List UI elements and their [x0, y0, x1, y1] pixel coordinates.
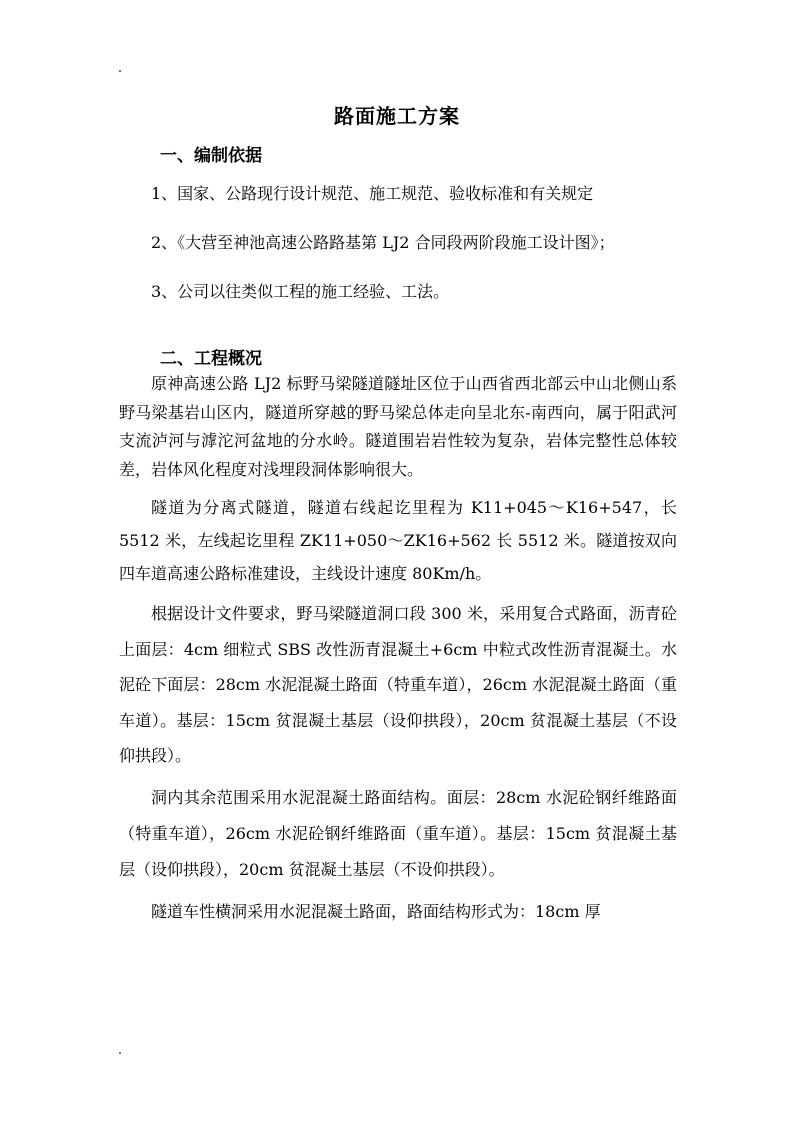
overview-paragraph-3: 根据设计文件要求，野马梁隧道洞口段 300 米，采用复合式路面，沥青砼上面层：4cm 细粒式 SBS 改性沥青混凝土+6cm 中粒式改性沥青混凝土。水泥砼下面层：28cm 水泥混凝土路面（特重车道），26cm 水泥混凝土路面（重车道）。基层：15cm 贫混凝土基层（设仰拱段），20cm 贫混凝土基层（不设仰拱段）。: [119, 604, 677, 765]
overview-paragraph-4: 洞内其余范围采用水泥混凝土路面结构。面层：28cm 水泥砼钢纤维路面（特重车道），26cm 水泥砼钢纤维路面（重车道）。基层：15cm 贫混凝土基层（设仰拱段），20cm 贫混凝土基层（不设仰拱段）。: [119, 787, 677, 879]
overview-body: [119, 370, 677, 930]
section-heading-basis: 一、编制依据: [160, 146, 262, 166]
overview-paragraph-2: 隧道为分离式隧道，隧道右线起讫里程为 K11+045～K16+547，长 5512 米，左线起讫里程 ZK11+050～ZK16+562 长 5512 米。隧道按双向四车道高速公路标准建设，主线设计速度 80Km/h。: [119, 498, 677, 583]
page-corner-mark-bottom: [119, 1052, 121, 1054]
basis-item-2: 2、《大营至神池高速公路路基第 LJ2 合同段两阶段施工设计图》；: [151, 233, 615, 252]
basis-item-3: 3、公司以往类似工程的施工经验、工法。: [151, 282, 450, 301]
overview-paragraph-1: 原神高速公路 LJ2 标野马梁隧道隧址区位于山西省西北部云中山北侧山系野马梁基岩山区内，隧道所穿越的野马梁总体走向呈北东-南西向，属于阳武河支流泸河与滹沱河盆地的分水岭。隧道围岩岩性较为复杂，岩体完整性总体较差，岩体风化程度对浅埋段洞体影响很大。: [119, 374, 677, 479]
page-corner-mark-top: [119, 70, 121, 72]
basis-list: [119, 176, 677, 310]
section-heading-overview: 二、工程概况: [160, 349, 262, 369]
document-title: 路面施工方案: [334, 104, 460, 128]
overview-paragraph-5: 隧道车性横洞采用水泥混凝土路面，路面结构形式为：18cm 厚: [151, 901, 601, 921]
basis-item-1: 1、国家、公路现行设计规范、施工规范、验收标准和有关规定: [151, 184, 594, 203]
